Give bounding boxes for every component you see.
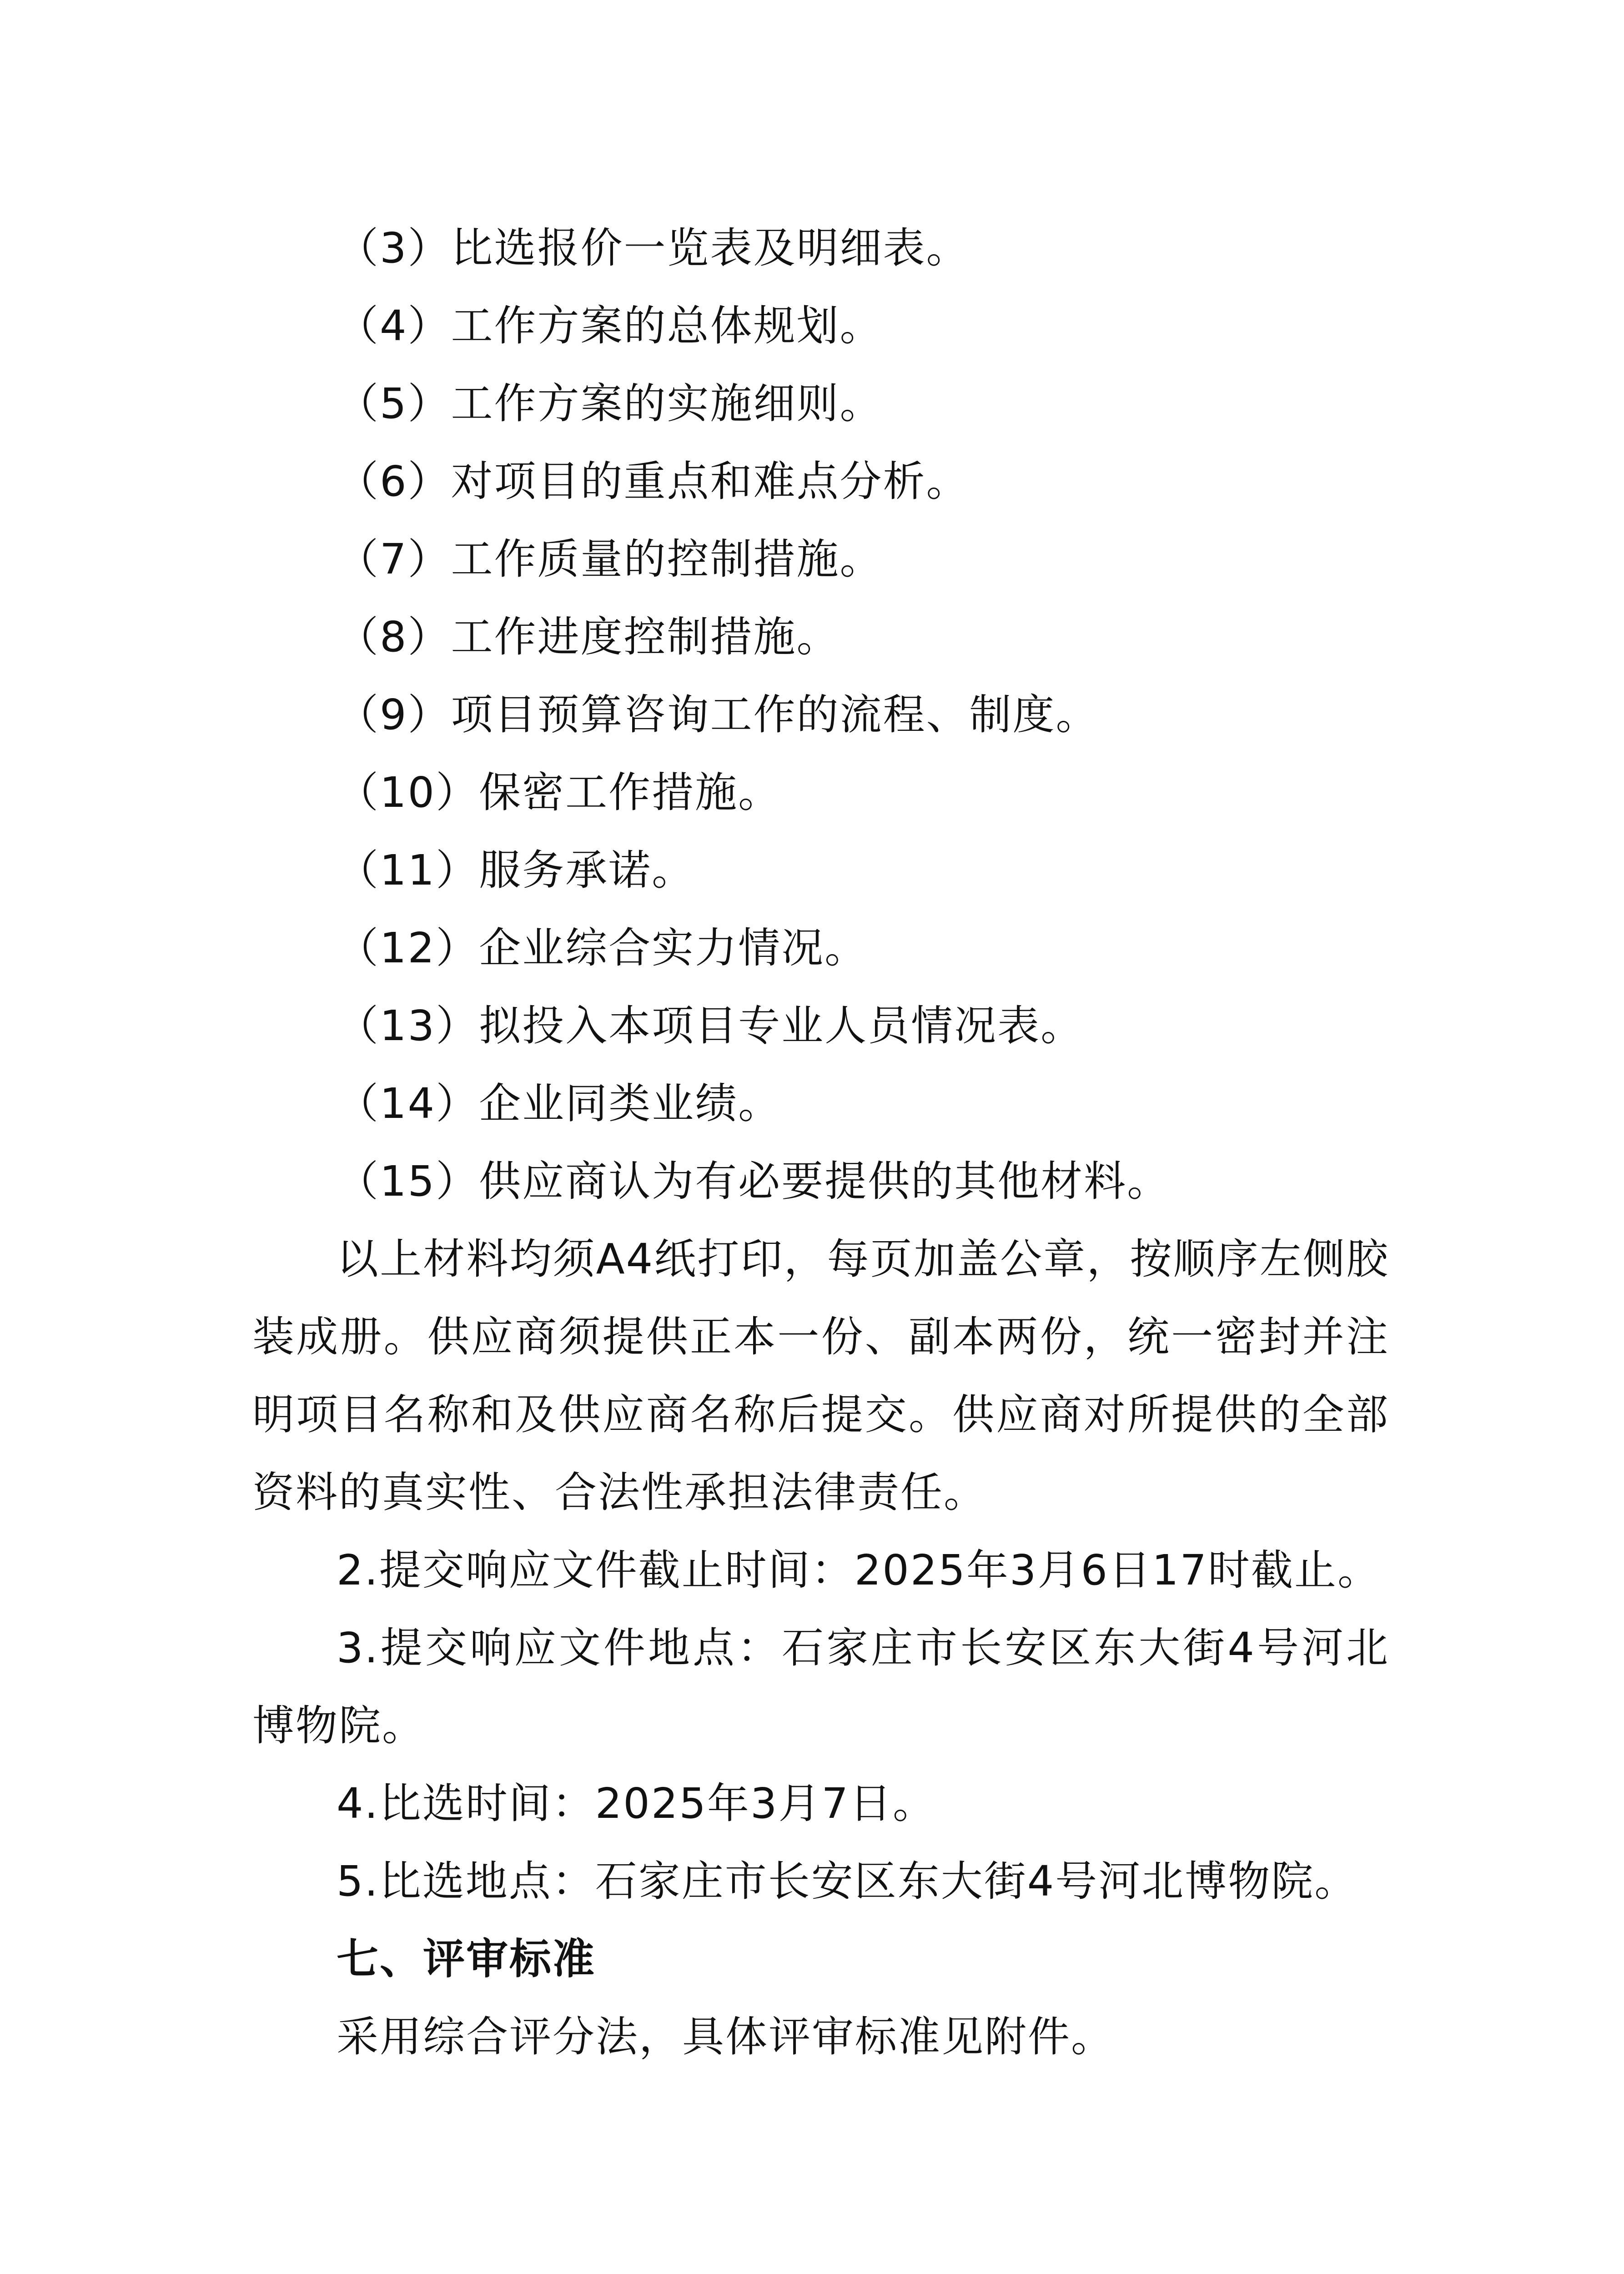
section-heading: 七、评审标准 — [337, 1935, 596, 1983]
list-item-10: （10）保密工作措施。 — [337, 768, 782, 817]
list-item-3: （3）比选报价一览表及明细表。 — [337, 224, 970, 272]
list-item-4: （4）工作方案的总体规划。 — [337, 302, 883, 350]
list-item-8: （8）工作进度控制措施。 — [337, 613, 840, 661]
list-item-6: （6）对项目的重点和难点分析。 — [337, 457, 970, 506]
list-item-7: （7）工作质量的控制措施。 — [337, 535, 883, 584]
submission-location-item: 3.提交响应文件地点：石家庄市长安区东大街4号河北博物院。 — [252, 1624, 1389, 1750]
list-item-5: （5）工作方案的实施细则。 — [337, 379, 883, 428]
list-item-12: （12）企业综合实力情况。 — [337, 924, 868, 972]
list-item-9: （9）项目预算咨询工作的流程、制度。 — [337, 690, 1099, 739]
list-item-11: （11）服务承诺。 — [337, 846, 695, 895]
document-body — [252, 209, 1389, 2076]
selection-time-item: 4.比选时间：2025年3月7日。 — [337, 1779, 936, 1828]
deadline-item: 2.提交响应文件截止时间：2025年3月6日17时截止。 — [337, 1546, 1381, 1595]
list-item-14: （14）企业同类业绩。 — [337, 1079, 782, 1128]
list-item-13: （13）拟投入本项目专业人员情况表。 — [337, 1001, 1084, 1050]
materials-paragraph: 以上材料均须A4纸打印，每页加盖公章，按顺序左侧胶装成册。供应商须提供正本一份、副本两份，统一密封并注明项目名称和及供应商名称后提交。供应商对所提供的全部资料的真实性、合法性承担法律责任。 — [252, 1235, 1389, 1517]
selection-location-item: 5.比选地点：石家庄市长安区东大街4号河北博物院。 — [337, 1857, 1358, 1906]
section-text: 采用综合评分法，具体评审标准见附件。 — [337, 2012, 1115, 2061]
list-item-15: （15）供应商认为有必要提供的其他材料。 — [337, 1157, 1171, 1206]
